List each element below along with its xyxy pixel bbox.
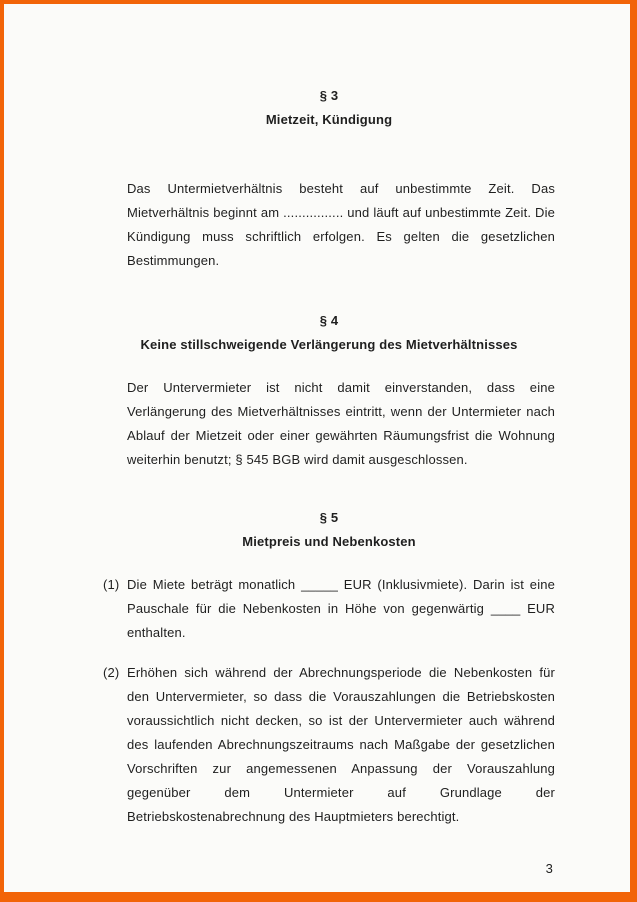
section-5-title: Mietpreis und Nebenkosten	[242, 534, 416, 549]
section-5-clause-2	[103, 661, 555, 829]
clause-1-text: Die Miete beträgt monatlich _____ EUR (Inklusivmiete). Darin ist eine Pauschale für die Nebenkosten in Höhe von gegenwärtig ____ EUR enthalten.	[127, 577, 555, 640]
section-3-heading	[103, 84, 555, 132]
contract-page	[4, 4, 630, 892]
section-5-clause-1	[103, 573, 555, 645]
section-3-paragraph: Das Untermietverhältnis besteht auf unbestimmte Zeit. Das Mietverhältnis beginnt am ................ und läuft auf unbestimmte Zeit. Die Kündigung muss schriftlich erfolgen. Es gelten die gesetzlichen Bestimmungen.	[127, 181, 555, 268]
section-5-heading	[103, 506, 555, 554]
clause-1-number: (1)	[103, 577, 120, 592]
section-4-paragraph: Der Untervermieter ist nicht damit einverstanden, dass eine Verlängerung des Mietverhältnisses eintritt, wenn der Untermieter nach Ablauf der Mietzeit oder einer gewährten Räumungsfrist die Wohnung weiterhin benutzt; § 545 BGB wird damit ausgeschlossen.	[127, 380, 555, 467]
section-3-number: § 3	[319, 88, 339, 103]
section-4-number: § 4	[319, 313, 339, 328]
clause-2-text: Erhöhen sich während der Abrechnungsperiode die Nebenkosten für den Untervermieter, so dass die Vorauszahlungen die Betriebskosten voraussichtlich nicht decken, so ist der Untervermieter auch während des laufenden Abrechnungszeitraums nach Maßgabe der gesetzlichen Vorschriften zur angemessenen Anpassung der Vorauszahlung gegenüber dem Untermieter auf Grundlage der Betriebskostenabrechnung des Hauptmieters berechtigt.	[127, 665, 555, 824]
section-4-title: Keine stillschweigende Verlängerung des Mietverhältnisses	[140, 337, 518, 352]
page-number: 3	[545, 861, 553, 876]
section-5-number: § 5	[319, 510, 339, 525]
section-4-heading	[103, 309, 555, 357]
clause-2-number: (2)	[103, 665, 120, 680]
section-3-title: Mietzeit, Kündigung	[265, 112, 393, 127]
